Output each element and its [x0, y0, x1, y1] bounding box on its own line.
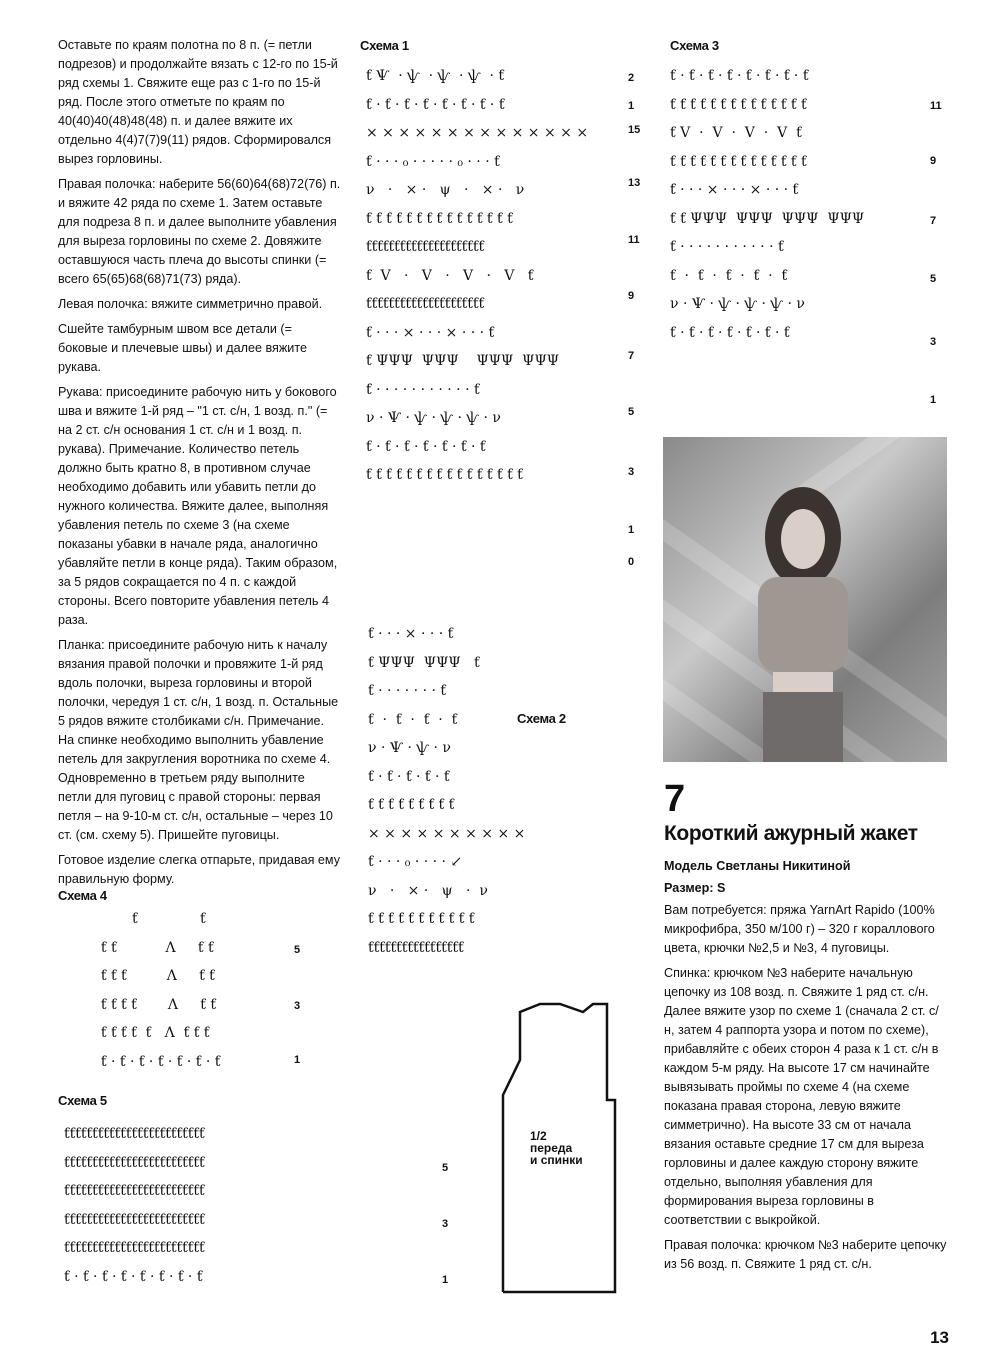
schema4-label: Схема 4 — [58, 888, 107, 903]
paragraph-sleeves: Рукава: присоедините рабочую нить у бокового шва и вяжите 1-й ряд – "1 ст. с/н, 1 возд. п." (= на 2 ст. с/н основания 1 ст. с/н и 1 возд. п. рукава). Примечание. Количество петель должно быть кратно 8, в противном случае необходимо добавить или убавить петли до нужного количества. Вяжите далее, выполняя убавления петель по схеме 3 (на схеме показаны убавки в начале ряда, аналогично убавляйте петли в конце ряда). Таким образом, за 5 рядов сокращается по 4 п. с каждой стороны. Всего повторите убавления петель 4 раза. — [58, 385, 338, 627]
schema1-row-5: 5 — [628, 406, 635, 418]
schema4-row-3: 3 — [294, 1000, 301, 1012]
schema4-row-5: 5 — [294, 944, 301, 956]
schema2-label: Схема 2 — [517, 711, 566, 726]
schema5-row-5: 5 — [442, 1162, 449, 1174]
left-text-column — [58, 36, 341, 895]
article-back: Спинка: крючком №3 наберите начальную цепочку из 108 возд. п. Свяжите 1 ряд ст. с/н. Далее вяжите узор по схеме 1 (сначала 2 ст. с/н, затем 4 раппорта узора и потом по схеме), прибавляйте с обеих сторон 4 раза к 1 ст. с/н в каждом 5-м ряду. На высоте 17 см начинайте вывязывать проймы по схеме 4 (на схеме показана правая сторона, левую вяжите симметрично). На высоте 33 см от начала вязания оставьте средние 17 см для выреза горловины и далее каждую сторону вяжите отдельно, выполняя убавления для формирования выреза горловины в соответствии с выкройкой. — [664, 966, 939, 1227]
schema3-row-7: 7 — [930, 215, 937, 227]
pattern-label-fraction: 1/2 — [530, 1129, 547, 1143]
schema1-chart: ƭ Ѱ · ѱ · ѱ · ѱ · ƭ ƭ · ƭ · ƭ · ƭ · ƭ · ƭ · ƭ · ƭ × × × × × × × × × × × × × × ƭ · · · ₀ · · · · · ₀ · · · ƭ ν · × · ψ · × · ν ƭ ƭ ƭ ƭ ƭ ƭ ƭ ƭ ƭ ƭ ƭ ƭ ƭ ƭ ƭ ƭƭƭƭƭƭƭƭƭƭƭƭƭƭƭƭƭƭƭƭƭ ƭ V · V · V · V ƭ ƭƭƭƭƭƭƭƭƭƭƭƭƭƭƭƭƭƭƭƭƭ ƭ · · · × · · · × · · · ƭ ƭ ΨΨΨ ΨΨΨ ΨΨΨ ΨΨΨ ƭ · · · · · · · · · · · ƭ ν · Ѱ · ѱ · ѱ · ѱ · ν ƭ · ƭ · ƭ · ƭ · ƭ · ƭ · ƭ ƭ ƭ ƭ ƭ ƭ ƭ ƭ ƭ ƭ ƭ ƭ ƭ ƭ ƭ ƭ ƭ — [366, 68, 589, 483]
schema1-row-1: 1 — [628, 100, 635, 112]
schema1-label: Схема 1 — [360, 38, 409, 53]
article-text-column — [664, 857, 949, 1280]
article-right-front: Правая полочка: крючком №3 наберите цепочку из 56 возд. п. Свяжите 1 ряд ст. с/н. — [664, 1238, 947, 1271]
schema5-row-1: 1 — [442, 1274, 449, 1286]
schema3-label: Схема 3 — [670, 38, 719, 53]
schema5-row-3: 3 — [442, 1218, 449, 1230]
schema3-row-3: 3 — [930, 336, 937, 348]
schema5-label: Схема 5 — [58, 1093, 107, 1108]
schema1-row-9: 9 — [628, 290, 635, 302]
schema4-chart: ƭ ƭ ƭ ƭ Λ ƭ ƭ ƭ ƭ ƭ Λ ƭ ƭ ƭ ƭ ƭ ƭ Λ ƭ ƭ ƭ ƭ ƭ ƭ ƭ Λ ƭ ƭ ƭ ƭ · ƭ · ƭ · ƭ · ƭ · ƭ · ƭ — [100, 911, 221, 1070]
schema1-row-15: 15 — [628, 124, 641, 136]
pattern-label-line3: и спинки — [530, 1153, 583, 1167]
article-size: Размер: S — [664, 881, 726, 895]
schema1-row-7: 7 — [628, 350, 635, 362]
schema1-row-3: 3 — [628, 466, 635, 478]
model-photo — [663, 437, 947, 762]
article-materials: Вам потребуется: пряжа YarnArt Rapido (100% микрофибра, 350 м/100 г) – 320 г кораллового цвета, крючки №2,5 и №3, 4 пуговицы. — [664, 903, 935, 955]
schema1-row-0: 0 — [628, 556, 635, 568]
schema3-row-9: 9 — [930, 155, 937, 167]
schema1-row-1b: 1 — [628, 524, 635, 536]
paragraph-right-front: Правая полочка: наберите 56(60)64(68)72(76) п. и вяжите 42 ряда по схеме 1. Затем оставьте для подреза 8 п. и далее выполните убавления для выреза горловины по схеме 2. Довяжите оставшуюся часть плеча до высоты спинки (= всего 65(65)68(68)71(73) ряда). — [58, 177, 341, 286]
schema1-row-11: 11 — [628, 234, 640, 246]
schema3-chart: ƭ · ƭ · ƭ · ƭ · ƭ · ƭ · ƭ · ƭ ƭ ƭ ƭ ƭ ƭ ƭ ƭ ƭ ƭ ƭ ƭ ƭ ƭ ƭ ƭ V · V · V · V ƭ ƭ ƭ ƭ ƭ ƭ ƭ ƭ ƭ ƭ ƭ ƭ ƭ ƭ ƭ ƭ · · · × · · · × · · · ƭ ƭ ƭ ΨΨΨ ΨΨΨ ΨΨΨ ΨΨΨ ƭ · · · · · · · · · · · ƭ ƭ · ƭ · ƭ · ƭ · ƭ ν · Ѱ · ѱ · ѱ · ѱ · ν ƭ · ƭ · ƭ · ƭ · ƭ · ƭ · ƭ — [670, 68, 865, 341]
page-number: 13 — [930, 1328, 949, 1347]
schema3-row-5: 5 — [930, 273, 937, 285]
paragraph-placket: Планка: присоедините рабочую нить к началу вязания правой полочки и провяжите 1-й ряд вдоль полочки, выреза горловины и второй полочки, чередуя 1 ст. с/н, 1 возд. п. Остальные 5 рядов вяжите столбиками с/н. Примечание. На спинке необходимо выполнить убавление петель для закругления воротника по схеме 4. Одновременно в третьем ряду выполните петли для пуговиц с правой стороны: первая петля – на 9-10-м ст. с/н, остальные – через 10 ст. (см. схему 5). Пришейте пуговицы. — [58, 638, 339, 842]
schema4-row-1: 1 — [294, 1054, 301, 1066]
woman-figure — [733, 477, 873, 762]
schema3-row-1: 1 — [930, 394, 937, 406]
article-title: Короткий ажурный жакет — [664, 822, 918, 845]
pattern-label — [530, 1130, 583, 1166]
paragraph-intro: Оставьте по краям полотна по 8 п. (= петли подрезов) и продолжайте вязать с 12-го по 15-й ряд схемы 1. Свяжите еще раз с 1-го по 15-й ряд. После этого отметьте по краям по 40(40)40(48)48(48) п. и далее вяжите их отдельно 4(4)7(7)9(11) рядов. Сформировался вырез горловины. — [58, 38, 338, 166]
schema1-row-13: 13 — [628, 177, 641, 189]
article-author: Модель Светланы Никитиной — [664, 859, 851, 873]
paragraph-left-front: Левая полочка: вяжите симметрично правой. — [58, 297, 323, 311]
article-number: 7 — [664, 778, 686, 820]
schema3-row-11: 11 — [930, 100, 942, 112]
paragraph-seams: Сшейте тамбурным швом все детали (= боковые и плечевые швы) и далее вяжите рукава. — [58, 322, 307, 374]
paragraph-finish: Готовое изделие слегка отпарьте, придавая ему правильную форму. — [58, 853, 340, 886]
schema1-row-2: 2 — [628, 72, 635, 84]
pattern-label-line2: переда — [530, 1141, 573, 1155]
schema2-chart: ƭ · · · × · · · ƭ ƭ ΨΨΨ ΨΨΨ ƭ ƭ · · · · · · · ƭ ƭ · ƭ · ƭ · ƭ ν · Ѱ · ѱ · ν ƭ · ƭ · ƭ · ƭ · ƭ ƭ ƭ ƭ ƭ ƭ ƭ ƭ ƭ ƭ × × × × × × × × × × ƭ · · · ₀ · · · · ↙ ν · × · ψ · ν ƭ ƭ ƭ ƭ ƭ ƭ ƭ ƭ ƭ ƭ ƭ ƭƭƭƭƭƭƭƭƭƭƭƭƭƭƭƭƭ — [368, 626, 526, 956]
schema5-chart: ƭƭƭƭƭƭƭƭƭƭƭƭƭƭƭƭƭƭƭƭƭƭƭƭƭ ƭƭƭƭƭƭƭƭƭƭƭƭƭƭƭƭƭƭƭƭƭƭƭƭƭ ƭƭƭƭƭƭƭƭƭƭƭƭƭƭƭƭƭƭƭƭƭƭƭƭƭ ƭƭƭƭƭƭƭƭƭƭƭƭƭƭƭƭƭƭƭƭƭƭƭƭƭ ƭƭƭƭƭƭƭƭƭƭƭƭƭƭƭƭƭƭƭƭƭƭƭƭƭ ƭ · ƭ · ƭ · ƭ · ƭ · ƭ · ƭ · ƭ — [64, 1126, 205, 1285]
